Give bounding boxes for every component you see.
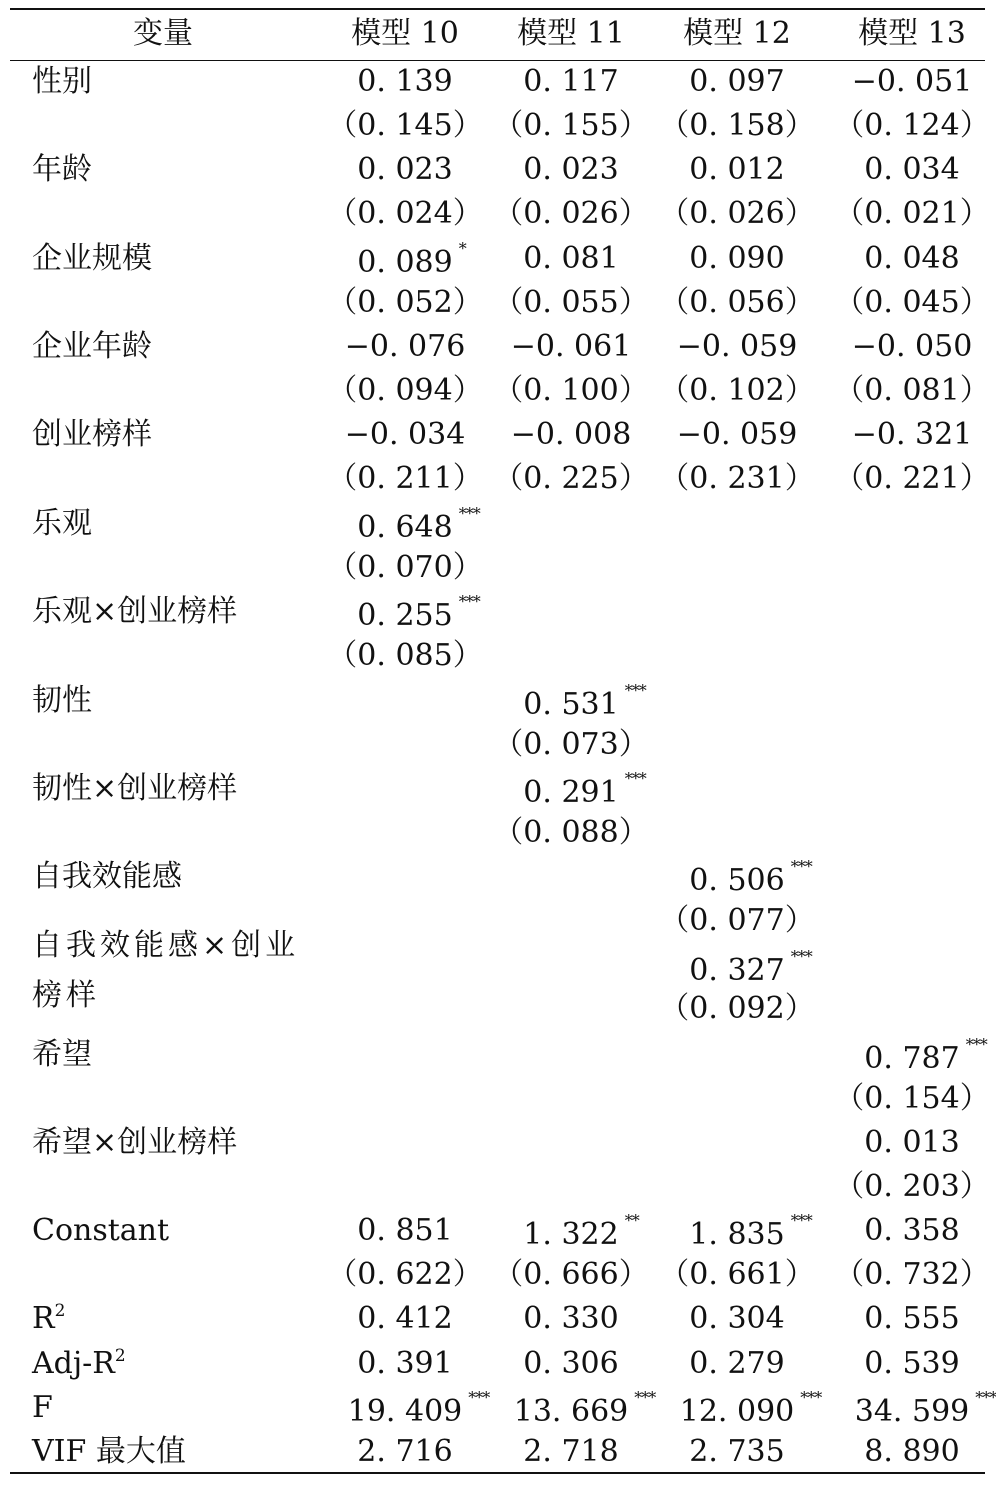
coefficient-value xyxy=(689,857,812,899)
stat-value-text: 13. 669 xyxy=(513,1394,629,1429)
header-variable: 变量 xyxy=(133,16,193,51)
stat-label-text: Adj-R xyxy=(32,1346,115,1381)
stat-value xyxy=(523,1346,618,1382)
row-label: 韧性 xyxy=(32,683,92,718)
row-label: 企业规模 xyxy=(32,241,152,276)
standard-error-value: （0. 094） xyxy=(327,373,483,408)
coefficient-text: 0. 851 xyxy=(357,1213,453,1248)
coefficient-text: 0. 089 xyxy=(357,245,453,280)
coefficient-text: 1. 835 xyxy=(689,1217,785,1252)
row-label: 乐观 xyxy=(32,506,92,541)
standard-error-value: （0. 052） xyxy=(327,285,483,320)
coefficient-value xyxy=(689,152,784,188)
coefficient-value xyxy=(689,241,784,277)
stat-label xyxy=(32,1301,65,1337)
significance-stars: *** xyxy=(468,1388,490,1407)
coefficient-value xyxy=(357,64,452,100)
coefficient-value xyxy=(864,241,959,277)
superscript: 2 xyxy=(114,1346,126,1366)
stat-value-text: 12. 090 xyxy=(679,1394,795,1429)
row-label: 年龄 xyxy=(32,152,92,187)
stat-value xyxy=(689,1346,784,1382)
stat-value-text: 0. 412 xyxy=(357,1301,453,1336)
stat-label xyxy=(32,1390,53,1426)
standard-error-value: （0. 661） xyxy=(659,1257,815,1292)
coefficient-text: −0. 076 xyxy=(344,329,466,364)
standard-error-value: （0. 045） xyxy=(834,285,990,320)
standard-error-value: （0. 124） xyxy=(834,108,990,143)
coefficient-text: 0. 648 xyxy=(357,510,453,545)
stat-value-text: 8. 890 xyxy=(864,1434,960,1469)
stat-value xyxy=(689,1301,784,1337)
row-label: 性别 xyxy=(32,64,92,99)
coefficient-text: 0. 090 xyxy=(689,241,785,276)
standard-error-value: （0. 026） xyxy=(659,196,815,231)
stat-value-text: 2. 716 xyxy=(357,1434,453,1469)
stat-value-text: 0. 279 xyxy=(689,1346,785,1381)
coefficient-text: −0. 321 xyxy=(851,417,973,452)
coefficient-value xyxy=(357,152,452,188)
row-label: 创业榜样 xyxy=(32,417,152,452)
coefficient-text: −0. 034 xyxy=(344,417,466,452)
header-model-10: 模型 10 xyxy=(351,16,459,51)
standard-error-value: （0. 073） xyxy=(493,727,649,762)
significance-stars: * xyxy=(458,239,466,258)
standard-error-value: （0. 077） xyxy=(659,903,815,938)
coefficient-text: 0. 012 xyxy=(689,152,785,187)
coefficient-value xyxy=(357,504,480,546)
significance-stars: *** xyxy=(975,1388,996,1407)
significance-stars: *** xyxy=(965,1035,987,1054)
coefficient-value xyxy=(345,329,466,365)
coefficient-value xyxy=(852,417,973,453)
row-label: Constant xyxy=(32,1213,170,1248)
coefficient-text: 0. 358 xyxy=(864,1213,960,1248)
coefficient-value xyxy=(523,152,618,188)
row-label: 自我效能感 xyxy=(32,859,182,894)
coefficient-text: 0. 023 xyxy=(357,152,453,187)
row-label: 希望 xyxy=(32,1037,92,1072)
stat-value xyxy=(513,1388,656,1430)
coefficient-value xyxy=(852,329,973,365)
significance-stars: *** xyxy=(800,1388,822,1407)
row-label: 希望×创业榜样 xyxy=(32,1125,238,1160)
coefficient-text: 0. 081 xyxy=(523,241,619,276)
header-model-11: 模型 11 xyxy=(517,16,625,51)
coefficient-text: −0. 061 xyxy=(510,329,632,364)
standard-error-value: （0. 231） xyxy=(659,461,815,496)
coefficient-value xyxy=(689,64,784,100)
significance-stars: *** xyxy=(790,857,812,876)
coefficient-text: 0. 117 xyxy=(523,64,619,99)
superscript: 2 xyxy=(54,1301,66,1321)
stat-label xyxy=(32,1434,186,1470)
standard-error-value: （0. 203） xyxy=(834,1169,990,1204)
coefficient-value xyxy=(357,592,480,634)
row-label: 乐观×创业榜样 xyxy=(32,594,238,629)
top-rule xyxy=(10,8,985,10)
row-label: 自我效能感×创业榜样 xyxy=(32,928,300,1013)
stat-value-text: 0. 330 xyxy=(523,1301,619,1336)
coefficient-text: 0. 506 xyxy=(689,863,785,898)
coefficient-value xyxy=(689,1211,812,1253)
standard-error-value: （0. 092） xyxy=(659,991,815,1026)
coefficient-value xyxy=(523,769,646,811)
standard-error-value: （0. 155） xyxy=(493,108,649,143)
standard-error-value: （0. 070） xyxy=(327,550,483,585)
coefficient-text: 1. 322 xyxy=(523,1217,619,1252)
significance-stars: ** xyxy=(624,1211,639,1230)
coefficient-value xyxy=(677,417,798,453)
header-model-12: 模型 12 xyxy=(683,16,791,51)
coefficient-text: 0. 034 xyxy=(864,152,960,187)
coefficient-value xyxy=(677,329,798,365)
coefficient-value xyxy=(864,1125,959,1161)
standard-error-value: （0. 221） xyxy=(834,461,990,496)
standard-error-value: （0. 100） xyxy=(493,373,649,408)
standard-error-value: （0. 102） xyxy=(659,373,815,408)
standard-error-value: （0. 666） xyxy=(493,1257,649,1292)
stat-value xyxy=(523,1301,618,1337)
standard-error-value: （0. 026） xyxy=(493,196,649,231)
coefficient-value xyxy=(689,947,812,989)
coefficient-value xyxy=(523,681,646,723)
coefficient-text: 0. 023 xyxy=(523,152,619,187)
stat-value xyxy=(689,1434,784,1470)
stat-label-text: F xyxy=(32,1390,53,1425)
coefficient-value xyxy=(511,329,632,365)
standard-error-value: （0. 622） xyxy=(327,1257,483,1292)
coefficient-text: −0. 050 xyxy=(851,329,973,364)
coefficient-value xyxy=(523,64,618,100)
significance-stars: *** xyxy=(790,947,812,966)
coefficient-text: 0. 048 xyxy=(864,241,960,276)
row-label: 企业年龄 xyxy=(32,329,152,364)
stat-value-text: 2. 718 xyxy=(523,1434,619,1469)
header-model-13: 模型 13 xyxy=(858,16,966,51)
stat-value xyxy=(357,1346,452,1382)
coefficient-text: −0. 008 xyxy=(510,417,632,452)
standard-error-value: （0. 154） xyxy=(834,1081,990,1116)
stat-value xyxy=(864,1346,959,1382)
stat-value xyxy=(347,1388,490,1430)
standard-error-value: （0. 021） xyxy=(834,196,990,231)
standard-error-value: （0. 081） xyxy=(834,373,990,408)
standard-error-value: （0. 732） xyxy=(834,1257,990,1292)
coefficient-text: −0. 059 xyxy=(676,417,798,452)
coefficient-text: −0. 051 xyxy=(851,64,973,99)
significance-stars: *** xyxy=(624,681,646,700)
stat-value-text: 2. 735 xyxy=(689,1434,785,1469)
significance-stars: *** xyxy=(624,769,646,788)
stat-value xyxy=(854,1388,996,1430)
stat-value-text: 19. 409 xyxy=(347,1394,463,1429)
coefficient-value xyxy=(357,239,466,281)
coefficient-text: 0. 013 xyxy=(864,1125,960,1160)
coefficient-text: 0. 327 xyxy=(689,953,785,988)
standard-error-value: （0. 211） xyxy=(327,461,483,496)
standard-error-value: （0. 225） xyxy=(493,461,649,496)
stat-value-text: 0. 539 xyxy=(864,1346,960,1381)
coefficient-value xyxy=(852,64,973,100)
stat-value-text: 0. 391 xyxy=(357,1346,453,1381)
stat-value-text: 0. 304 xyxy=(689,1301,785,1336)
standard-error-value: （0. 056） xyxy=(659,285,815,320)
stat-value xyxy=(864,1301,959,1337)
stat-value xyxy=(523,1434,618,1470)
coefficient-value xyxy=(523,1211,639,1253)
coefficient-text: 0. 531 xyxy=(523,687,619,722)
stat-value-text: 0. 555 xyxy=(864,1301,960,1336)
coefficient-text: 0. 097 xyxy=(689,64,785,99)
coefficient-value xyxy=(864,1035,987,1077)
significance-stars: *** xyxy=(458,592,480,611)
stat-value xyxy=(357,1434,452,1470)
stat-value-text: 34. 599 xyxy=(854,1394,970,1429)
stat-label-text: R xyxy=(32,1301,55,1336)
coefficient-text: −0. 059 xyxy=(676,329,798,364)
header-rule xyxy=(10,60,985,61)
standard-error-value: （0. 085） xyxy=(327,638,483,673)
coefficient-value xyxy=(864,152,959,188)
coefficient-value xyxy=(511,417,632,453)
standard-error-value: （0. 088） xyxy=(493,815,649,850)
standard-error-value: （0. 055） xyxy=(493,285,649,320)
standard-error-value: （0. 145） xyxy=(327,108,483,143)
row-label: 韧性×创业榜样 xyxy=(32,771,238,806)
significance-stars: *** xyxy=(458,504,480,523)
coefficient-text: 0. 139 xyxy=(357,64,453,99)
stat-label-text: VIF 最大值 xyxy=(32,1434,186,1469)
significance-stars: *** xyxy=(634,1388,656,1407)
coefficient-value xyxy=(357,1213,452,1249)
coefficient-text: 0. 291 xyxy=(523,775,619,810)
coefficient-text: 0. 255 xyxy=(357,598,453,633)
coefficient-value xyxy=(864,1213,959,1249)
standard-error-value: （0. 158） xyxy=(659,108,815,143)
bottom-rule xyxy=(10,1472,985,1474)
stat-value xyxy=(864,1434,959,1470)
coefficient-value xyxy=(523,241,618,277)
stat-value xyxy=(357,1301,452,1337)
stat-value-text: 0. 306 xyxy=(523,1346,619,1381)
stat-label xyxy=(32,1346,126,1382)
coefficient-value xyxy=(345,417,466,453)
coefficient-text: 0. 787 xyxy=(864,1041,960,1076)
stat-value xyxy=(679,1388,822,1430)
significance-stars: *** xyxy=(790,1211,812,1230)
standard-error-value: （0. 024） xyxy=(327,196,483,231)
